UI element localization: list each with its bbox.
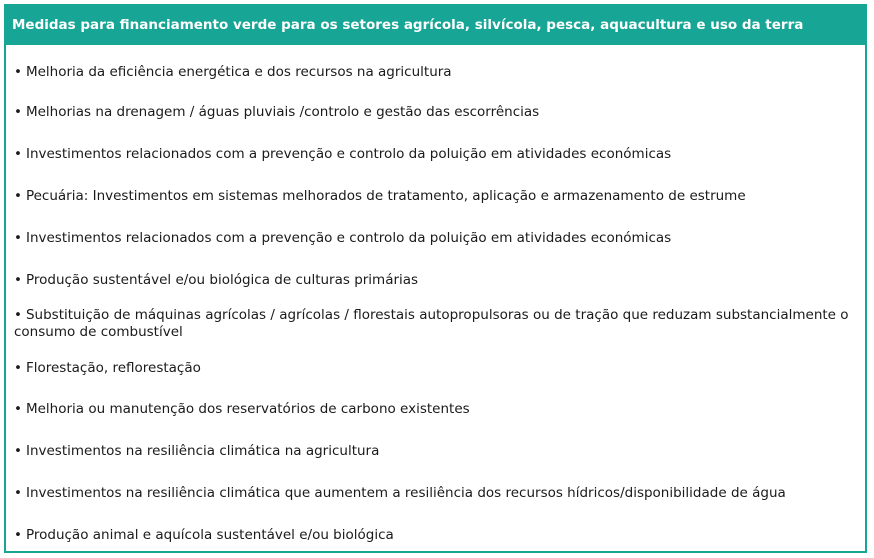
- bullet: •: [14, 146, 22, 162]
- green-finance-measures-table: [4, 4, 867, 553]
- list-item-text: Produção animal e aquícola sustentável e/ou biológica: [25, 527, 394, 543]
- list-item: [14, 307, 855, 341]
- list-item-text: Pecuária: Investimentos em sistemas melhorados de tratamento, aplicação e armazenamento de estrume: [25, 188, 746, 204]
- bullet: •: [14, 401, 22, 417]
- list-item: [14, 401, 855, 418]
- list-item: [14, 104, 855, 121]
- list-item-text: Investimentos na resiliência climática na agricultura: [25, 443, 380, 459]
- list-item-text: Melhoria ou manutenção dos reservatórios de carbono existentes: [25, 401, 470, 417]
- bullet: •: [14, 230, 22, 246]
- bullet: •: [14, 64, 22, 80]
- list-item: [14, 360, 855, 377]
- bullet: •: [14, 443, 22, 459]
- bullet: •: [14, 188, 22, 204]
- list-item-text: Florestação, reflorestação: [25, 360, 201, 376]
- list-item: [14, 146, 855, 163]
- list-item: [14, 272, 855, 289]
- list-item-text: Investimentos relacionados com a prevenção e controlo da poluição em atividades económicas: [25, 230, 672, 246]
- bullet: •: [14, 104, 22, 120]
- bullet: •: [14, 485, 22, 501]
- list-item-text: Melhorias na drenagem / águas pluviais /controlo e gestão das escorrências: [25, 104, 540, 120]
- list-item: [14, 188, 855, 205]
- list-item: [14, 443, 855, 460]
- list-item-text: Produção sustentável e/ou biológica de culturas primárias: [25, 272, 419, 288]
- list-item-text: Investimentos relacionados com a prevenção e controlo da poluição em atividades económicas: [25, 146, 672, 162]
- bullet: •: [14, 527, 22, 543]
- table-header: Medidas para financiamento verde para os setores agrícola, silvícola, pesca, aquacultura e uso da terra: [6, 6, 865, 45]
- list-item: [14, 64, 855, 81]
- list-item: [14, 230, 855, 247]
- bullet: •: [14, 272, 22, 288]
- list-item-text: Melhoria da eficiência energética e dos recursos na agricultura: [25, 64, 452, 80]
- list-item: [14, 527, 855, 544]
- bullet: •: [14, 360, 22, 376]
- list-item-text: Investimentos na resiliência climática que aumentem a resiliência dos recursos hídricos/disponibilidade de água: [25, 485, 786, 501]
- list-item: [14, 485, 855, 502]
- bullet: •: [14, 307, 22, 323]
- list-item-text: Substituição de máquinas agrícolas / agrícolas / florestais autopropulsoras ou de tração que reduzam substancialmente o consumo de combustível: [14, 307, 849, 340]
